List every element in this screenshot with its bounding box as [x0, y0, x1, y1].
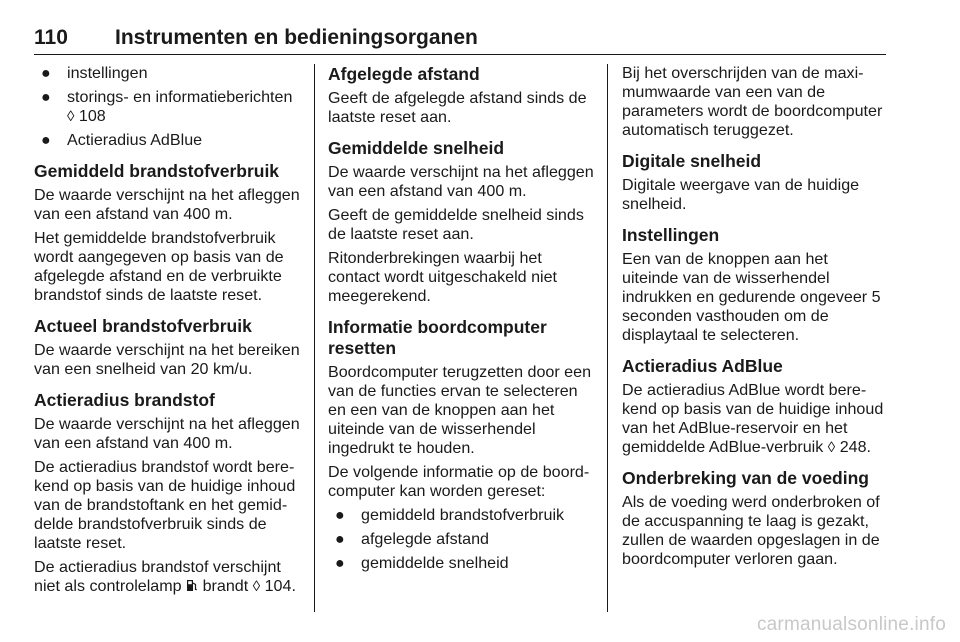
- list-item: ● storings- en informatieberichten ◊ 108: [41, 88, 293, 125]
- section-heading: Gemiddeld brandstofverbruik: [34, 161, 280, 181]
- section-heading: Actieradius AdBlue: [622, 356, 783, 376]
- paragraph: Boordcomputer terugzetten door een van de functies ervan te selecteren en een van de knoppen aan het uiteinde van de wisserhendel ingedrukt te houden.: [328, 363, 592, 457]
- column-1: [34, 64, 300, 601]
- section-heading: Actieradius brandstof: [34, 390, 215, 410]
- paragraph: Geeft de gemiddelde snelheid sinds de laatste reset aan.: [328, 206, 584, 243]
- bullet-icon: ●: [335, 555, 345, 572]
- running-title: Instrumenten en bedieningsorganen: [115, 26, 478, 49]
- paragraph: De waarde verschijnt na het afleggen van een afstand van 400 m.: [34, 415, 300, 452]
- paragraph: Digitale weergave van de huidige snelheid.: [622, 176, 860, 213]
- page-number: 110: [34, 26, 68, 49]
- column-divider: [607, 64, 608, 612]
- section-heading: Onderbreking van de voeding: [622, 468, 869, 488]
- paragraph: Geeft de afgelegde afstand sinds de laatste reset aan.: [328, 89, 587, 126]
- paragraph: Een van de knoppen aan het uiteinde van de wisserhendel indrukken en gedurende ongeveer 5 seconden vasthouden om de displaytaal te selecteren.: [622, 250, 881, 344]
- page-header: [34, 26, 886, 55]
- page-reference[interactable]: 248.: [839, 438, 872, 456]
- list-item: ● afgelegde afstand: [335, 530, 489, 548]
- paragraph: De volgende informatie op de boordcomputer kan worden gereset:: [328, 463, 590, 500]
- bullet-list: [328, 506, 594, 573]
- paragraph: De actieradius brandstof wordt berekend op basis van de huidige inhoud van de brandstoftank en het gemiddelde brandstofverbruik sinds de laatste reset.: [34, 458, 296, 552]
- fuel-pump-icon: [186, 579, 198, 592]
- section-heading: Afgelegde afstand: [328, 64, 480, 84]
- section-heading: Digitale snelheid: [622, 151, 762, 171]
- page-reference-icon: ◊: [67, 108, 75, 125]
- column-3: [622, 64, 888, 574]
- section-heading: Informatie boordcomputer resetten: [328, 317, 547, 358]
- paragraph: Bij het overschrijden van de maximumwaarde van een van de parameters wordt de boordcomputer automatisch teruggezet.: [622, 64, 883, 139]
- paragraph: Het gemiddelde brandstofverbruik wordt aangegeven op basis van de afgelegde afstand en de verbruikte brandstof sinds de laatste reset.: [34, 229, 284, 304]
- paragraph: Als de voeding werd onderbroken of de accuspanning te laag is gezakt, zullen de waarden opgeslagen in de boordcomputer verloren gaan.: [622, 493, 880, 568]
- section-heading: Instellingen: [622, 225, 720, 245]
- bullet-icon: ●: [335, 507, 345, 524]
- page-reference-icon: ◊: [827, 439, 836, 456]
- section-heading: Gemiddelde snelheid: [328, 138, 505, 158]
- section-heading: Actueel brandstofverbruik: [34, 316, 252, 336]
- page-reference[interactable]: 104.: [264, 577, 296, 595]
- paragraph: De actieradius brandstof verschijnt niet als controlelamp brandt ◊ 104.: [34, 558, 296, 595]
- column-divider: [314, 64, 315, 612]
- list-item: ● gemiddelde snelheid: [335, 554, 509, 572]
- page-reference-icon: ◊: [252, 578, 261, 595]
- bullet-icon: ●: [41, 65, 51, 82]
- paragraph: De waarde verschijnt na het afleggen van een afstand van 400 m.: [34, 186, 300, 223]
- list-item: ● instellingen: [41, 64, 148, 82]
- paragraph: De actieradius AdBlue wordt berekend op basis van de huidige inhoud van het AdBlue-reservoir en het gemiddelde AdBlue-verbruik ◊ 248.: [622, 381, 884, 456]
- list-item: ● Actieradius AdBlue: [41, 131, 203, 149]
- list-item: ● gemiddeld brandstofverbruik: [335, 506, 565, 524]
- bullet-icon: ●: [41, 132, 51, 149]
- paragraph: De waarde verschijnt na het afleggen van een afstand van 400 m.: [328, 163, 594, 200]
- bullet-icon: ●: [335, 531, 345, 548]
- bullet-icon: ●: [41, 89, 51, 106]
- page-reference[interactable]: 108: [78, 107, 106, 125]
- paragraph: De waarde verschijnt na het bereiken van een snelheid van 20 km/u.: [34, 341, 300, 378]
- column-2: [328, 64, 594, 578]
- watermark: carmanualsonline.info: [756, 614, 946, 635]
- bullet-list: [34, 64, 300, 150]
- paragraph: Ritonderbrekingen waarbij het contact wordt uitgeschakeld niet meegerekend.: [328, 249, 558, 305]
